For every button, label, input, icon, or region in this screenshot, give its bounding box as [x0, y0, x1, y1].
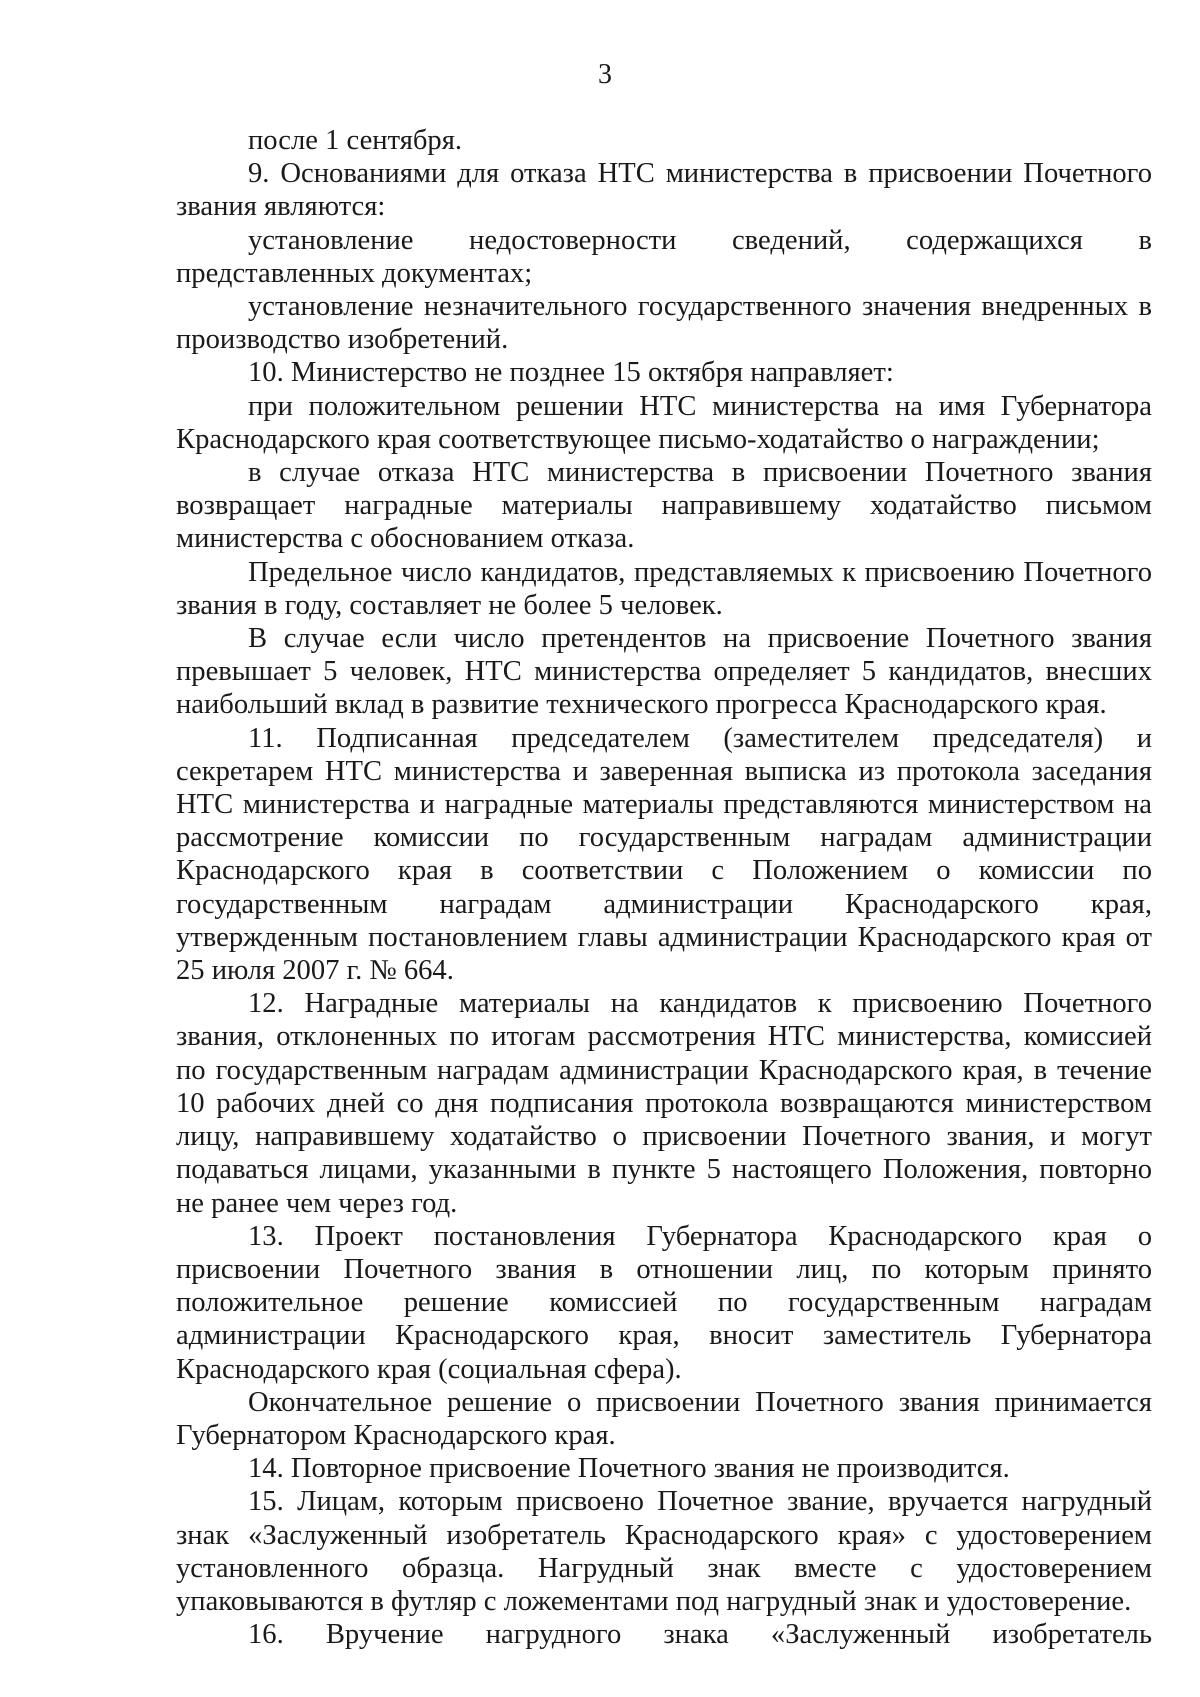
page-number: 3 — [598, 59, 612, 90]
paragraph-item-16: 16. Вручение нагрудного знака «Заслуженный изобретатель — [248, 1619, 1152, 1651]
paragraph-final-decision: Окончательное решение о присвоении Почетного звания принимается Губернатором Краснодарского края. — [176, 1386, 1152, 1451]
paragraph-item-9-reason-1: установление недостоверности сведений, содержащихся в представленных документах; — [176, 224, 1152, 289]
paragraph-item-14: 14. Повторное присвоение Почетного звания не производится. — [248, 1453, 1010, 1485]
paragraph-item-12: 12. Наградные материалы на кандидатов к присвоению Почетного звания, отклоненных по итогам рассмотрения НТС министерства, комиссией по государственным наградам администрации Краснодарского края, в течение 10 рабочих дней со дня подписания протокола возвращаются министерством лицу, направившему ходатайство о присвоении Почетного звания, и могут подаваться лицами, указанными в пункте 5 настоящего Положения, повторно не ранее чем через год. — [176, 988, 1152, 1219]
paragraph-candidate-limit: Предельное число кандидатов, представляемых к присвоению Почетного звания в году, составляет не более 5 человек. — [176, 556, 1152, 621]
paragraph-item-15: 15. Лицам, которым присвоено Почетное звание, вручается нагрудный знак «Заслуженный изобретатель Краснодарского края» с удостоверением установленного образца. Нагрудный знак вместе с удостоверением упаковываются в футляр с ложементами под нагрудный знак и удостоверение. — [176, 1486, 1152, 1617]
paragraph-item-9: 9. Основаниями для отказа НТС министерства в присвоении Почетного звания являются: — [176, 158, 1152, 223]
paragraph-candidate-selection: В случае если число претендентов на присвоение Почетного звания превышает 5 человек, НТС министерства определяет 5 кандидатов, внесших наибольший вклад в развитие технического прогресса Краснодарского края. — [176, 623, 1152, 721]
document-body — [176, 124, 1152, 1651]
paragraph-item-10-refusal: в случае отказа НТС министерства в присвоении Почетного звания возвращает наградные материалы направившему ходатайство письмом министерства с обоснованием отказа. — [176, 457, 1152, 555]
paragraph-item-9-reason-2: установление незначительного государственного значения внедренных в производство изобретений. — [176, 291, 1152, 356]
paragraph-item-13: 13. Проект постановления Губернатора Краснодарского края о присвоении Почетного звания в отношении лиц, по которым принято положительное решение комиссией по государственным наградам администрации Краснодарского края, вносит заместитель Губернатора Краснодарского края (социальная сфера). — [176, 1220, 1152, 1385]
paragraph-item-10-positive: при положительном решении НТС министерства на имя Губернатора Краснодарского края соответствующее письмо-ходатайство о награждении; — [176, 390, 1152, 455]
paragraph-continuation: после 1 сентября. — [248, 125, 463, 156]
paragraph-item-11: 11. Подписанная председателем (заместителем председателя) и секретарем НТС министерства и заверенная выписка из протокола заседания НТС министерства и наградные материалы представляются министерством на рассмотрение комиссии по государственным наградам администрации Краснодарского края в соответствии с Положением о комиссии по государственным наградам администрации Краснодарского края, утвержденным постановлением главы администрации Краснодарского края от 25 июля 2007 г. № 664. — [176, 722, 1152, 987]
paragraph-item-10: 10. Министерство не позднее 15 октября направляет: — [248, 357, 894, 389]
